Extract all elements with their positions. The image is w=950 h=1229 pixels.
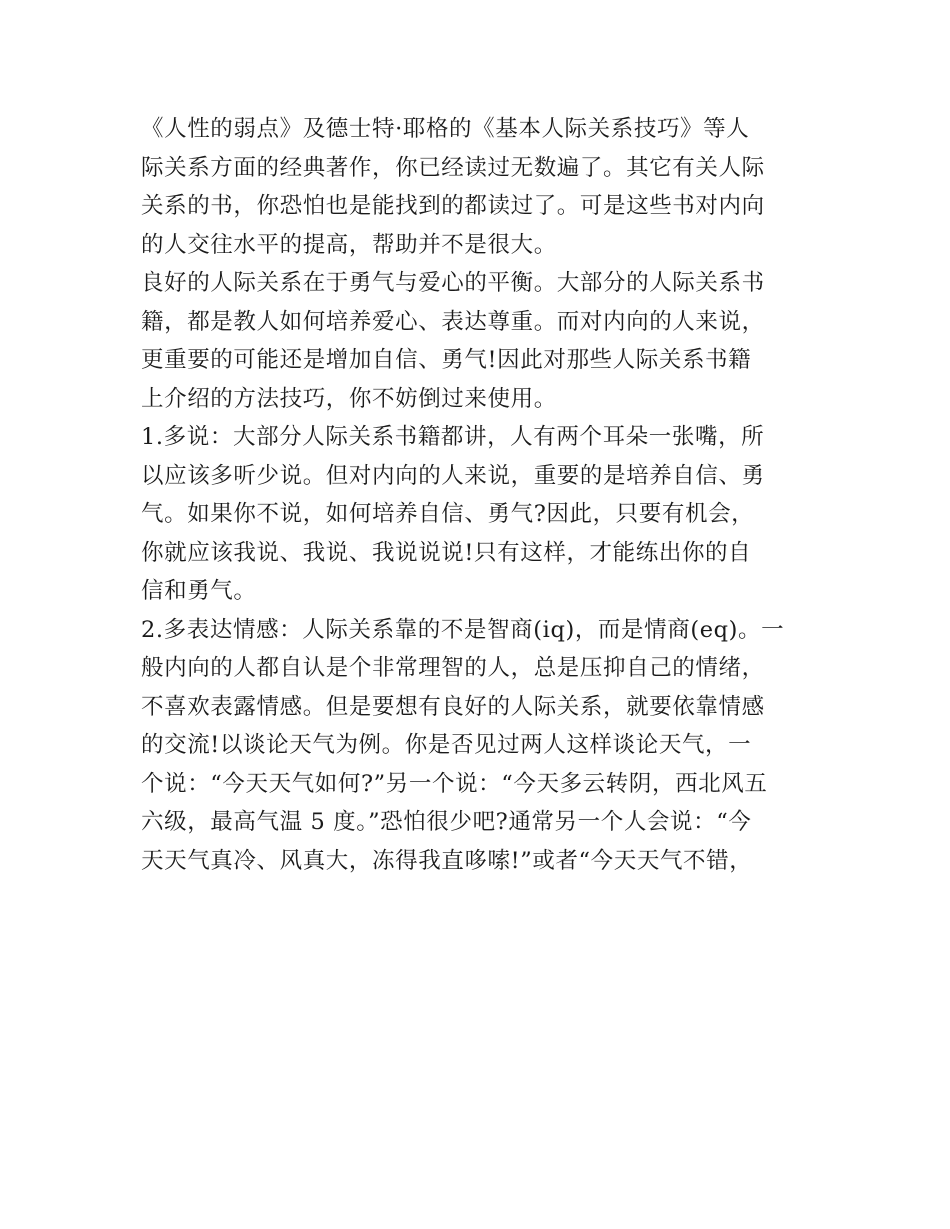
text-line: 2.多表达情感：人际关系靠的不是智商(iq)，而是情商(eq)。一: [141, 616, 785, 643]
text-line: 信和勇气。: [141, 578, 257, 604]
text-line: 以应该多听少说。但对内向的人来说，重要的是培养自信、勇: [141, 462, 765, 489]
text-line: 天天气真冷、风真大，冻得我直哆嗦!”或者“今天天气不错，: [141, 847, 753, 874]
text-line: 六级，最高气温 5 度。”恐怕很少吧?通常另一个人会说：“今: [141, 809, 752, 835]
text-line: 更重要的可能还是增加自信、勇气!因此对那些人际关系书籍: [141, 347, 752, 373]
text-line: 气。如果你不说，如何培养自信、勇气?因此，只要有机会，: [141, 501, 755, 527]
text-line: 不喜欢表露情感。但是要想有良好的人际关系，就要依靠情感: [141, 693, 765, 720]
text-line: 般内向的人都自认是个非常理智的人，总是压抑自己的情绪，: [141, 655, 765, 681]
text-line: 的交流!以谈论天气为例。你是否见过两人这样谈论天气，一: [141, 732, 752, 758]
paragraph-intro: [141, 110, 821, 264]
paragraph-item-2-express-emotion: [141, 611, 821, 881]
text-line: 1.多说：大部分人际关系书籍都讲，人有两个耳朵一张嘴，所: [141, 424, 765, 450]
text-line: 良好的人际关系在于勇气与爱心的平衡。大部分的人际关系书: [141, 270, 765, 296]
paragraph-item-1-speak-more: [141, 418, 821, 611]
text-line: 籍，都是教人如何培养爱心、表达尊重。而对内向的人来说，: [141, 308, 765, 335]
paragraph-balance: [141, 264, 821, 418]
text-line: 个说：“今天天气如何?”另一个说：“今天多云转阴，西北风五: [141, 770, 768, 797]
text-line: 你就应该我说、我说、我说说说!只有这样，才能练出你的自: [141, 539, 752, 566]
text-line: 的人交往水平的提高，帮助并不是很大。: [141, 231, 557, 258]
text-line: 《人性的弱点》及德士特·耶格的《基本人际关系技巧》等人: [141, 116, 750, 142]
text-line: 关系的书，你恐怕也是能找到的都读过了。可是这些书对内向: [141, 193, 765, 219]
text-line: 际关系方面的经典著作，你已经读过无数遍了。其它有关人际: [141, 154, 765, 181]
document-body: [141, 110, 821, 880]
text-line: 上介绍的方法技巧，你不妨倒过来使用。: [141, 385, 557, 412]
